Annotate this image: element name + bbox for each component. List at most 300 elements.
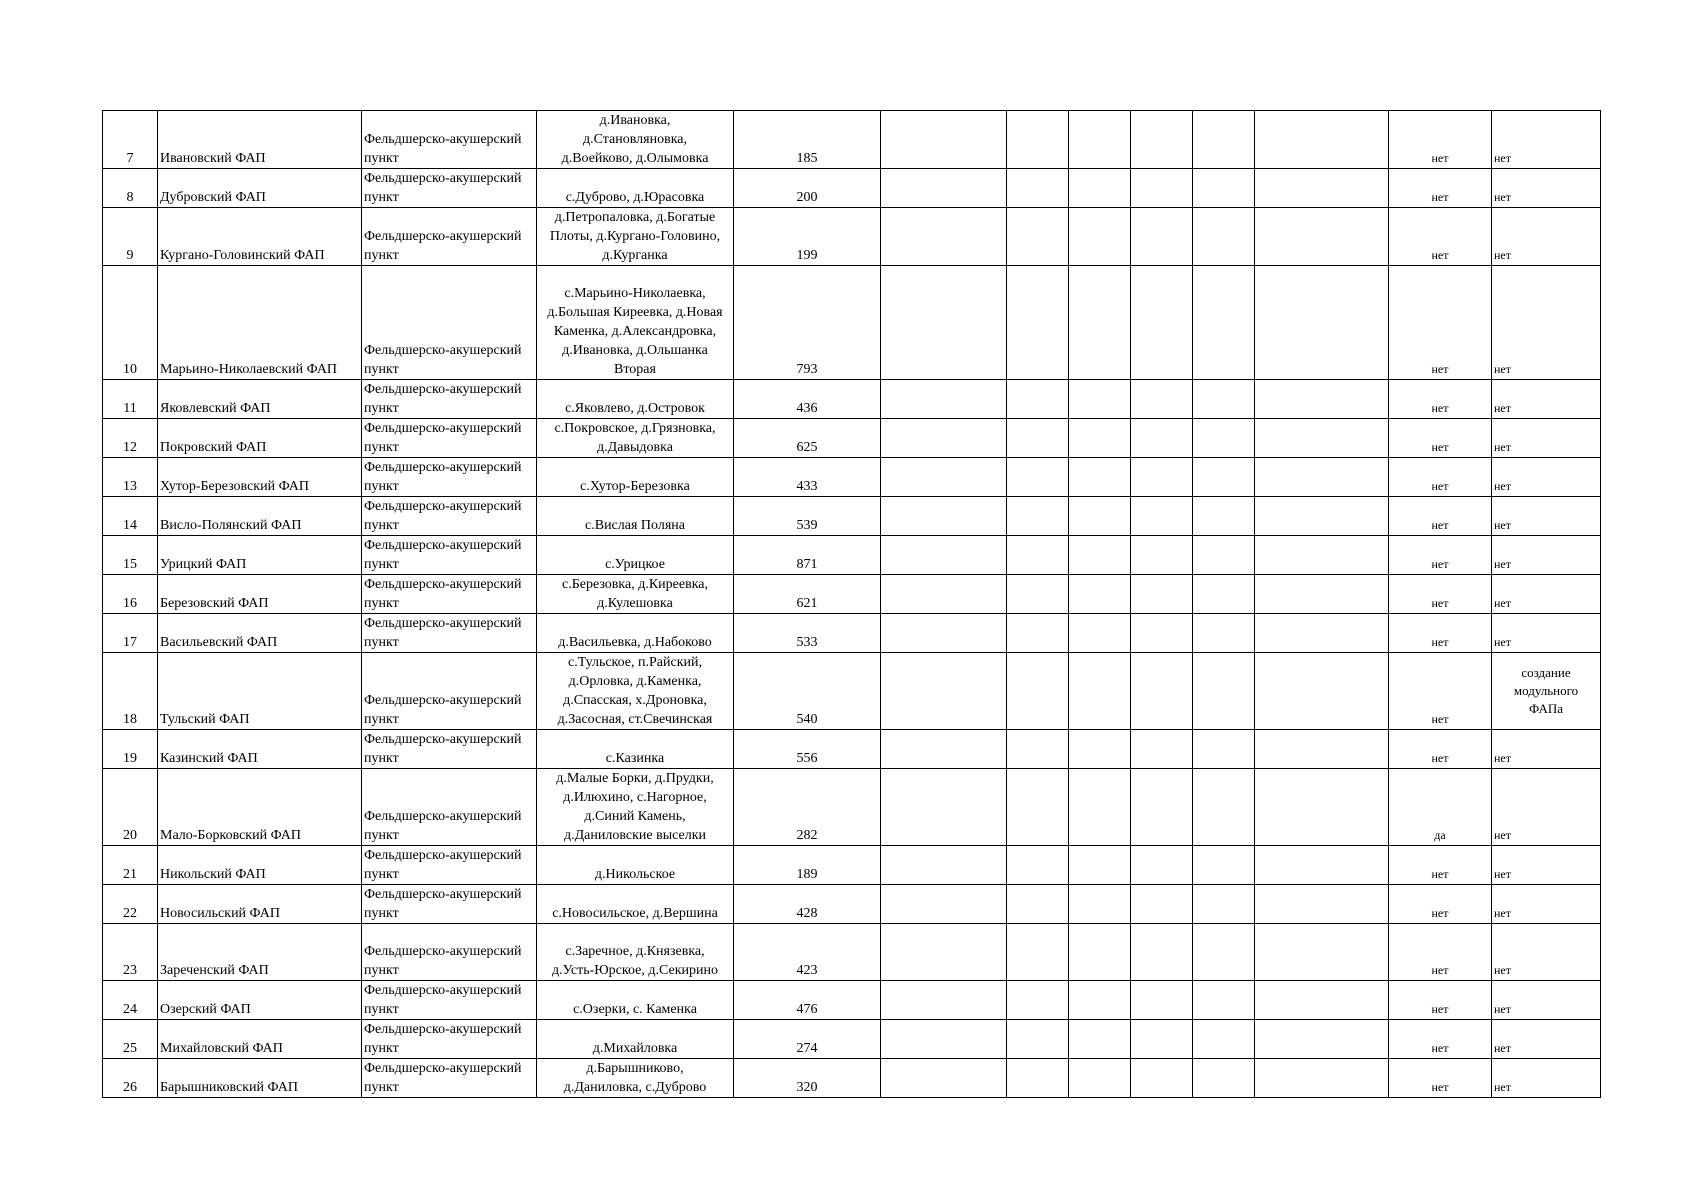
status-flag-cell-text: нет (1431, 479, 1449, 493)
facility-type-cell (362, 380, 537, 419)
empty-cell (1007, 769, 1069, 846)
status-flag-cell-text: нет (1431, 151, 1449, 165)
facility-type-cell-text: Фельдшерско-акушерский пункт (364, 229, 522, 263)
row-number-cell (103, 208, 158, 266)
note-cell (1492, 885, 1601, 924)
status-flag-cell-text: нет (1431, 190, 1449, 204)
row-number-cell (103, 614, 158, 653)
empty-cell (1069, 981, 1131, 1020)
service-area-cell-text: с.Озерки, с. Каменка (573, 1002, 697, 1017)
empty-cell (1193, 981, 1255, 1020)
facility-type-cell (362, 1020, 537, 1059)
status-flag-cell-text: нет (1431, 1080, 1449, 1094)
service-area-cell-text: с.Марьино-Николаевка, д.Большая Киреевка, д.Новая Каменка, д.Александровка, д.Ивановка, д.Ольшанка Вторая (547, 286, 723, 377)
note-cell-text: нет (1494, 1080, 1511, 1094)
note-cell-text: нет (1494, 440, 1511, 454)
empty-cell (1255, 419, 1389, 458)
empty-cell (1007, 1020, 1069, 1059)
facility-name-cell (158, 846, 362, 885)
empty-cell (1069, 266, 1131, 380)
empty-cell (1131, 614, 1193, 653)
empty-cell (1069, 575, 1131, 614)
empty-cell (1131, 458, 1193, 497)
service-area-cell-text: д.Васильевка, д.Набоково (558, 635, 712, 650)
population-cell-text: 621 (796, 596, 818, 611)
facility-name-cell (158, 208, 362, 266)
note-cell-text: нет (1494, 190, 1511, 204)
empty-cell (1007, 846, 1069, 885)
empty-cell (1193, 769, 1255, 846)
facility-name-cell (158, 730, 362, 769)
status-flag-cell-text: нет (1431, 440, 1449, 454)
status-flag-cell-text: нет (1431, 963, 1449, 977)
service-area-cell (537, 208, 734, 266)
empty-cell (1255, 730, 1389, 769)
empty-cell (1255, 111, 1389, 169)
status-flag-cell-text: нет (1431, 596, 1449, 610)
row-number-cell-text: 25 (123, 1041, 137, 1056)
status-flag-cell (1389, 575, 1492, 614)
status-flag-cell-text: нет (1431, 248, 1449, 262)
population-cell (734, 380, 881, 419)
row-number-cell-text: 21 (123, 867, 137, 882)
empty-cell (1131, 111, 1193, 169)
row-number-cell-text: 13 (123, 479, 137, 494)
row-number-cell (103, 497, 158, 536)
note-cell (1492, 497, 1601, 536)
note-cell-text: нет (1494, 596, 1511, 610)
empty-cell (1255, 1020, 1389, 1059)
empty-cell (881, 458, 1007, 497)
facility-name-cell (158, 1059, 362, 1098)
empty-cell (881, 1059, 1007, 1098)
population-cell-text: 433 (796, 479, 818, 494)
facility-type-cell-text: Фельдшерско-акушерский пункт (364, 732, 522, 766)
service-area-cell-text: д.Ивановка, д.Становляновка, д.Воейково, д.Олымовка (561, 113, 709, 166)
row-number-cell (103, 653, 158, 730)
empty-cell (1131, 981, 1193, 1020)
service-area-cell-text: с.Казинка (605, 751, 665, 766)
empty-cell (1069, 885, 1131, 924)
facility-type-cell (362, 653, 537, 730)
facility-name-cell-text: Новосильский ФАП (160, 906, 280, 921)
service-area-cell (537, 924, 734, 981)
status-flag-cell (1389, 208, 1492, 266)
status-flag-cell (1389, 380, 1492, 419)
service-area-cell (537, 111, 734, 169)
empty-cell (1193, 266, 1255, 380)
facility-type-cell-text: Фельдшерско-акушерский пункт (364, 809, 522, 843)
population-cell (734, 575, 881, 614)
note-cell (1492, 208, 1601, 266)
facility-name-cell (158, 536, 362, 575)
table-row (103, 653, 1601, 730)
facility-name-cell-text: Казинский ФАП (160, 751, 258, 766)
facility-name-cell (158, 419, 362, 458)
note-cell-text: создание модульного ФАПа (1513, 665, 1579, 716)
empty-cell (1069, 846, 1131, 885)
row-number-cell-text: 10 (123, 362, 137, 377)
population-cell (734, 536, 881, 575)
empty-cell (1255, 1059, 1389, 1098)
service-area-cell (537, 497, 734, 536)
empty-cell (1007, 924, 1069, 981)
service-area-cell-text: с.Яковлево, д.Островок (565, 401, 705, 416)
population-cell-text: 533 (796, 635, 818, 650)
empty-cell (1193, 497, 1255, 536)
empty-cell (881, 169, 1007, 208)
empty-cell (1255, 846, 1389, 885)
empty-cell (1131, 575, 1193, 614)
row-number-cell-text: 19 (123, 751, 137, 766)
empty-cell (1007, 380, 1069, 419)
row-number-cell-text: 14 (123, 518, 137, 533)
status-flag-cell-text: нет (1431, 751, 1449, 765)
empty-cell (1131, 769, 1193, 846)
service-area-cell (537, 730, 734, 769)
facility-type-cell (362, 1059, 537, 1098)
row-number-cell-text: 23 (123, 963, 137, 978)
empty-cell (881, 730, 1007, 769)
empty-cell (1131, 419, 1193, 458)
status-flag-cell (1389, 169, 1492, 208)
facility-type-cell-text: Фельдшерско-акушерский пункт (364, 132, 522, 166)
service-area-cell-text: с.Новосильское, д.Вершина (552, 906, 718, 921)
service-area-cell (537, 885, 734, 924)
empty-cell (1131, 380, 1193, 419)
note-cell-text: нет (1494, 248, 1511, 262)
table-row (103, 536, 1601, 575)
facility-type-cell-text: Фельдшерско-акушерский пункт (364, 343, 522, 377)
empty-cell (1007, 1059, 1069, 1098)
row-number-cell (103, 266, 158, 380)
service-area-cell-text: с.Вислая Поляна (585, 518, 685, 533)
note-cell-text: нет (1494, 401, 1511, 415)
population-cell (734, 497, 881, 536)
facility-type-cell (362, 981, 537, 1020)
service-area-cell (537, 169, 734, 208)
service-area-cell-text: с.Тульское, п.Райский, д.Орловка, д.Каменка, д.Спасская, х.Дроновка, д.Засосная, ст.Свечинская (557, 655, 713, 727)
note-cell-text: нет (1494, 1002, 1511, 1016)
empty-cell (1069, 730, 1131, 769)
empty-cell (1255, 981, 1389, 1020)
empty-cell (1131, 208, 1193, 266)
facility-type-cell-text: Фельдшерско-акушерский пункт (364, 887, 522, 921)
row-number-cell (103, 458, 158, 497)
row-number-cell-text: 26 (123, 1080, 137, 1095)
facility-name-cell (158, 380, 362, 419)
facility-name-cell-text: Михайловский ФАП (160, 1041, 283, 1056)
population-cell-text: 423 (796, 963, 818, 978)
note-cell-text: нет (1494, 635, 1511, 649)
empty-cell (1007, 885, 1069, 924)
facility-type-cell (362, 419, 537, 458)
empty-cell (1131, 169, 1193, 208)
population-cell (734, 981, 881, 1020)
empty-cell (1069, 769, 1131, 846)
note-cell-text: нет (1494, 963, 1511, 977)
status-flag-cell-text: нет (1431, 635, 1449, 649)
status-flag-cell-text: нет (1431, 518, 1449, 532)
population-cell (734, 266, 881, 380)
empty-cell (1007, 536, 1069, 575)
note-cell (1492, 846, 1601, 885)
table-row (103, 846, 1601, 885)
note-cell-text: нет (1494, 867, 1511, 881)
empty-cell (1007, 458, 1069, 497)
row-number-cell (103, 169, 158, 208)
population-cell-text: 428 (796, 906, 818, 921)
row-number-cell-text: 15 (123, 557, 137, 572)
population-cell-text: 320 (796, 1080, 818, 1095)
population-cell-text: 871 (796, 557, 818, 572)
population-cell (734, 458, 881, 497)
status-flag-cell (1389, 769, 1492, 846)
facility-name-cell (158, 614, 362, 653)
status-flag-cell (1389, 924, 1492, 981)
table-row (103, 614, 1601, 653)
row-number-cell (103, 380, 158, 419)
note-cell (1492, 266, 1601, 380)
empty-cell (881, 497, 1007, 536)
population-cell-text: 185 (796, 151, 818, 166)
empty-cell (1255, 653, 1389, 730)
facility-name-cell-text: Зареченский ФАП (160, 963, 269, 978)
table-row (103, 924, 1601, 981)
facility-type-cell (362, 730, 537, 769)
status-flag-cell-text: нет (1431, 362, 1449, 376)
facility-type-cell-text: Фельдшерско-акушерский пункт (364, 944, 522, 978)
note-cell (1492, 924, 1601, 981)
population-cell (734, 653, 881, 730)
table-row (103, 885, 1601, 924)
empty-cell (1255, 169, 1389, 208)
facility-name-cell (158, 769, 362, 846)
service-area-cell (537, 769, 734, 846)
facility-type-cell (362, 266, 537, 380)
empty-cell (1131, 1020, 1193, 1059)
row-number-cell-text: 17 (123, 635, 137, 650)
status-flag-cell-text: нет (1431, 712, 1449, 726)
facility-type-cell (362, 924, 537, 981)
service-area-cell (537, 575, 734, 614)
empty-cell (1255, 497, 1389, 536)
service-area-cell (537, 1059, 734, 1098)
facility-type-cell (362, 846, 537, 885)
note-cell-text: нет (1494, 362, 1511, 376)
facility-type-cell-text: Фельдшерско-акушерский пункт (364, 171, 522, 205)
note-cell-text: нет (1494, 518, 1511, 532)
population-cell-text: 793 (796, 362, 818, 377)
facility-type-cell-text: Фельдшерско-акушерский пункт (364, 499, 522, 533)
facility-type-cell (362, 575, 537, 614)
table-row (103, 458, 1601, 497)
status-flag-cell (1389, 885, 1492, 924)
row-number-cell-text: 18 (123, 712, 137, 727)
facility-type-cell (362, 885, 537, 924)
facility-name-cell (158, 885, 362, 924)
population-cell (734, 111, 881, 169)
status-flag-cell (1389, 1059, 1492, 1098)
population-cell (734, 924, 881, 981)
facility-name-cell-text: Барышниковский ФАП (160, 1080, 298, 1095)
status-flag-cell-text: нет (1431, 906, 1449, 920)
facility-name-cell-text: Тульский ФАП (160, 712, 250, 727)
status-flag-cell-text: нет (1431, 867, 1449, 881)
empty-cell (1007, 266, 1069, 380)
row-number-cell (103, 769, 158, 846)
empty-cell (1131, 846, 1193, 885)
service-area-cell (537, 380, 734, 419)
facility-type-cell (362, 769, 537, 846)
empty-cell (1131, 653, 1193, 730)
note-cell (1492, 653, 1601, 730)
empty-cell (1255, 380, 1389, 419)
row-number-cell-text: 20 (123, 828, 137, 843)
empty-cell (881, 885, 1007, 924)
facility-type-cell-text: Фельдшерско-акушерский пункт (364, 421, 522, 455)
facility-type-cell (362, 458, 537, 497)
empty-cell (1069, 653, 1131, 730)
facility-type-cell (362, 497, 537, 536)
note-cell-text: нет (1494, 1041, 1511, 1055)
empty-cell (1007, 169, 1069, 208)
facility-name-cell (158, 1020, 362, 1059)
row-number-cell-text: 24 (123, 1002, 137, 1017)
empty-cell (1007, 730, 1069, 769)
empty-cell (881, 924, 1007, 981)
service-area-cell-text: с.Заречное, д.Князевка, д.Усть-Юрское, д.Секирино (552, 944, 718, 978)
empty-cell (1255, 266, 1389, 380)
empty-cell (1069, 111, 1131, 169)
row-number-cell (103, 536, 158, 575)
population-cell-text: 625 (796, 440, 818, 455)
empty-cell (881, 419, 1007, 458)
empty-cell (881, 1020, 1007, 1059)
empty-cell (1193, 846, 1255, 885)
empty-cell (1131, 1059, 1193, 1098)
population-cell-text: 200 (796, 190, 818, 205)
empty-cell (1069, 1020, 1131, 1059)
table-row (103, 575, 1601, 614)
empty-cell (1007, 653, 1069, 730)
table-row (103, 266, 1601, 380)
status-flag-cell (1389, 536, 1492, 575)
facility-type-cell (362, 614, 537, 653)
row-number-cell-text: 7 (126, 151, 134, 166)
facility-name-cell-text: Яковлевский ФАП (160, 401, 271, 416)
status-flag-cell-text: нет (1431, 401, 1449, 415)
note-cell-text: нет (1494, 906, 1511, 920)
note-cell-text: нет (1494, 751, 1511, 765)
empty-cell (1255, 536, 1389, 575)
service-area-cell-text: с.Покровское, д.Грязновка, д.Давыдовка (554, 421, 716, 455)
note-cell (1492, 169, 1601, 208)
note-cell (1492, 111, 1601, 169)
empty-cell (1193, 111, 1255, 169)
note-cell (1492, 575, 1601, 614)
empty-cell (1255, 614, 1389, 653)
service-area-cell (537, 266, 734, 380)
row-number-cell (103, 924, 158, 981)
empty-cell (1193, 1020, 1255, 1059)
facility-name-cell-text: Озерский ФАП (160, 1002, 251, 1017)
facility-name-cell (158, 924, 362, 981)
status-flag-cell (1389, 1020, 1492, 1059)
facility-type-cell-text: Фельдшерско-акушерский пункт (364, 460, 522, 494)
row-number-cell-text: 22 (123, 906, 137, 921)
table-row (103, 208, 1601, 266)
facilities-table (102, 110, 1601, 1098)
status-flag-cell (1389, 846, 1492, 885)
empty-cell (1193, 169, 1255, 208)
empty-cell (1069, 208, 1131, 266)
population-cell-text: 436 (796, 401, 818, 416)
population-cell (734, 730, 881, 769)
empty-cell (1255, 575, 1389, 614)
empty-cell (1069, 169, 1131, 208)
facility-type-cell-text: Фельдшерско-акушерский пункт (364, 693, 522, 727)
facility-name-cell (158, 497, 362, 536)
service-area-cell-text: с.Хутор-Березовка (580, 479, 690, 494)
facility-name-cell-text: Никольский ФАП (160, 867, 266, 882)
status-flag-cell (1389, 458, 1492, 497)
status-flag-cell (1389, 981, 1492, 1020)
note-cell (1492, 458, 1601, 497)
facility-type-cell-text: Фельдшерско-акушерский пункт (364, 848, 522, 882)
service-area-cell (537, 458, 734, 497)
empty-cell (1193, 614, 1255, 653)
service-area-cell-text: с.Дуброво, д.Юрасовка (565, 190, 705, 205)
status-flag-cell-text: да (1434, 828, 1446, 842)
facility-type-cell-text: Фельдшерско-акушерский пункт (364, 382, 522, 416)
note-cell (1492, 380, 1601, 419)
note-cell (1492, 1020, 1601, 1059)
population-cell-text: 539 (796, 518, 818, 533)
empty-cell (1193, 730, 1255, 769)
empty-cell (1007, 981, 1069, 1020)
service-area-cell (537, 536, 734, 575)
row-number-cell (103, 1020, 158, 1059)
note-cell (1492, 981, 1601, 1020)
empty-cell (1131, 497, 1193, 536)
facility-type-cell-text: Фельдшерско-акушерский пункт (364, 1022, 522, 1056)
note-cell-text: нет (1494, 828, 1511, 842)
facility-name-cell-text: Покровский ФАП (160, 440, 267, 455)
empty-cell (1069, 458, 1131, 497)
service-area-cell-text: д.Никольское (594, 867, 676, 882)
status-flag-cell (1389, 419, 1492, 458)
status-flag-cell (1389, 111, 1492, 169)
row-number-cell-text: 8 (126, 190, 134, 205)
service-area-cell-text: с.Березовка, д.Киреевка, д.Кулешовка (561, 577, 708, 611)
population-cell-text: 282 (796, 828, 818, 843)
empty-cell (881, 208, 1007, 266)
population-cell-text: 189 (796, 867, 818, 882)
status-flag-cell (1389, 614, 1492, 653)
facility-name-cell-text: Ивановский ФАП (160, 151, 266, 166)
empty-cell (881, 380, 1007, 419)
empty-cell (881, 614, 1007, 653)
service-area-cell (537, 1020, 734, 1059)
empty-cell (1069, 924, 1131, 981)
facility-type-cell (362, 169, 537, 208)
facility-type-cell (362, 111, 537, 169)
empty-cell (1193, 458, 1255, 497)
row-number-cell-text: 11 (123, 401, 137, 416)
empty-cell (1131, 266, 1193, 380)
facility-name-cell-text: Дубровский ФАП (160, 190, 266, 205)
